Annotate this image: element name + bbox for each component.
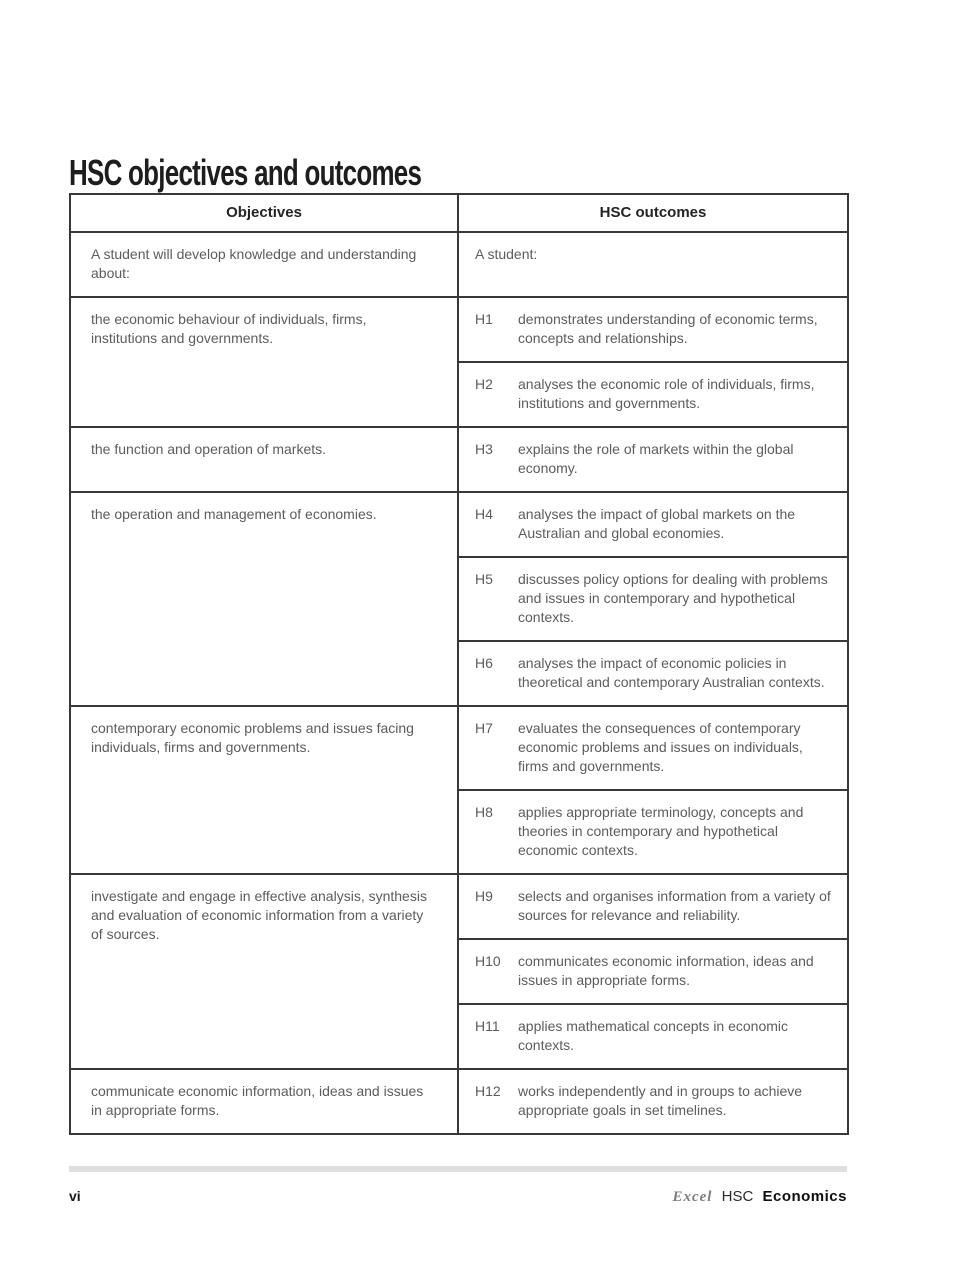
outcome-cell [458,1069,848,1134]
outcome-code: H5 [475,571,493,587]
outcome-cell [458,557,848,641]
outcome-code: H8 [475,804,493,820]
outcome-code: H4 [475,506,493,522]
outcome-text: A student: [475,246,538,262]
outcome-text: applies mathematical concepts in economic contexts. [518,1018,789,1053]
footer-divider-bar [69,1166,847,1172]
outcome-text: analyses the impact of global markets on the Australian and global economies. [518,506,796,541]
table-row [70,706,848,790]
table-header-row [70,194,848,232]
objectives-table-body [70,232,848,1134]
table-row [70,492,848,557]
outcome-text: evaluates the consequences of contemporary economic problems and issues on individuals, firms and governments. [518,720,803,774]
outcome-text: communicates economic information, ideas and issues in appropriate forms. [518,953,814,988]
table-row [70,874,848,939]
page-title: HSC objectives and outcomes [69,152,422,194]
outcome-text: applies appropriate terminology, concepts and theories in contemporary and hypothetical economic contexts. [518,804,804,858]
outcome-code: H1 [475,311,493,327]
outcome-cell [458,1004,848,1069]
outcome-text: analyses the impact of economic policies in theoretical and contemporary Australian contexts. [518,655,825,690]
book-brand [672,1188,847,1206]
outcome-code: H3 [475,441,493,457]
outcome-code: H12 [475,1083,501,1099]
objective-cell: investigate and engage in effective analysis, synthesis and evaluation of economic information from a variety of sources. [70,874,458,1069]
outcome-cell [458,790,848,874]
outcome-code: H2 [475,376,493,392]
outcome-cell [458,641,848,706]
outcome-cell [458,492,848,557]
outcome-code: H9 [475,888,493,904]
outcome-cell [458,706,848,790]
outcome-text: explains the role of markets within the global economy. [518,441,794,476]
objective-cell: the function and operation of markets. [70,427,458,492]
table-row [70,297,848,362]
page-number: vi [69,1188,81,1204]
outcome-code: H11 [475,1018,500,1034]
outcome-code: H10 [475,953,501,969]
objective-cell: the economic behaviour of individuals, firms, institutions and governments. [70,297,458,427]
column-header-hsc-outcomes: HSC outcomes [458,194,848,232]
brand-excel: Excel [672,1189,713,1205]
outcome-cell [458,939,848,1004]
table-row [70,1069,848,1134]
objective-cell: the operation and management of economies. [70,492,458,706]
outcome-cell [458,362,848,427]
brand-series: HSC [721,1188,754,1205]
objectives-outcomes-table [69,193,849,1135]
outcome-text: selects and organises information from a variety of sources for relevance and reliability. [518,888,831,923]
objective-cell: A student will develop knowledge and understanding about: [70,232,458,297]
outcome-text: discusses policy options for dealing with problems and issues in contemporary and hypothetical contexts. [518,571,828,625]
outcome-text: analyses the economic role of individuals, firms, institutions and governments. [518,376,815,411]
outcome-cell [458,232,848,297]
objective-cell: contemporary economic problems and issues facing individuals, firms and governments. [70,706,458,874]
outcome-text: demonstrates understanding of economic terms, concepts and relationships. [518,311,818,346]
outcome-cell [458,427,848,492]
table-row [70,427,848,492]
column-header-objectives: Objectives [70,194,458,232]
objective-cell: communicate economic information, ideas and issues in appropriate forms. [70,1069,458,1134]
footer-row [69,1188,847,1206]
outcome-text: works independently and in groups to achieve appropriate goals in set timelines. [518,1083,803,1118]
page-footer [69,1166,847,1206]
outcome-cell [458,874,848,939]
outcome-cell [458,297,848,362]
outcome-code: H6 [475,655,493,671]
brand-subject: Economics [762,1188,847,1205]
table-row [70,232,848,297]
outcome-code: H7 [475,720,493,736]
